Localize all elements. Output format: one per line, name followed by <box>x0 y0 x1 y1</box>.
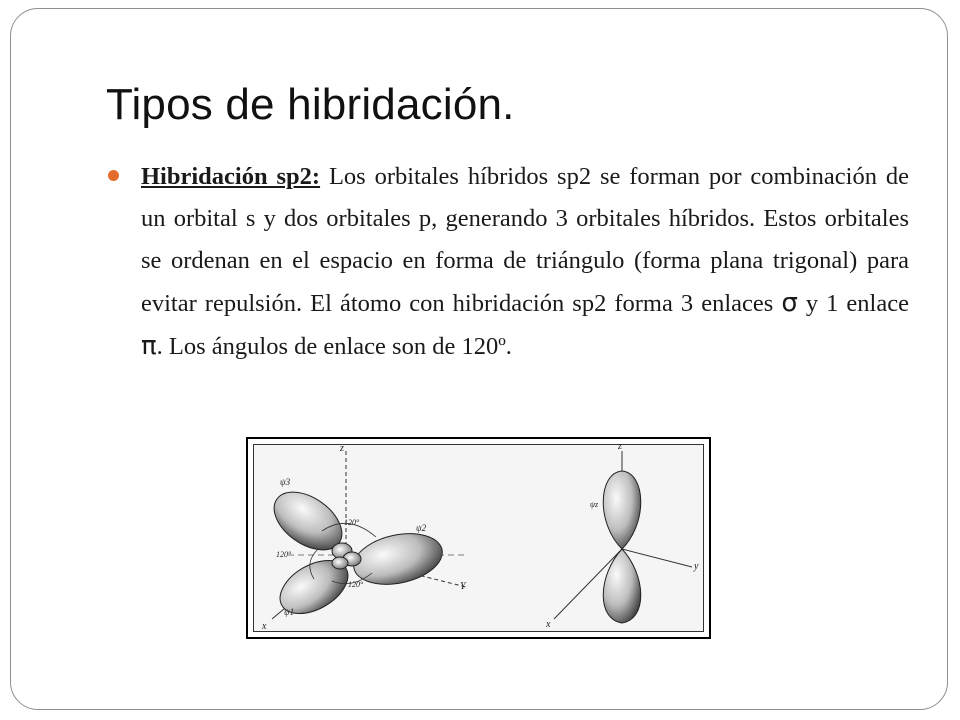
psi-z-label: ψz <box>590 500 599 509</box>
psi2-label: ψ2 <box>416 523 427 533</box>
right-z-label: z <box>618 441 622 452</box>
left-x-label: x <box>262 621 267 632</box>
sp2-diagram <box>261 443 468 632</box>
center-lobe-3 <box>332 557 348 569</box>
bullet-lead: Hibridación sp2: <box>141 163 321 190</box>
angle-top-label: 120° <box>344 518 360 527</box>
left-z-label: z <box>340 443 344 454</box>
angle-left-label: 120° <box>276 550 292 559</box>
bullet-text-3: . Los ángulos de enlace son de 120º. <box>156 333 512 360</box>
hybridization-figure <box>246 437 711 639</box>
bullet-paragraph <box>141 156 909 368</box>
sigma-symbol: σ <box>781 288 798 318</box>
slide-title: Tipos de hibridación. <box>106 80 515 129</box>
p-upper-lobe <box>603 471 641 549</box>
bullet-text-1: Los orbitales híbridos sp2 se forman por combinación de un orbital s y dos orbitales p, generando 3 orbitales híbridos. Estos orbitales se ordenan en el espacio en forma de triángulo (forma plana trigonal) para evitar repulsión. El átomo con hibridación sp2 forma 3 enlaces <box>141 163 909 317</box>
bullet-text-2: y 1 enlace <box>797 290 909 317</box>
angle-bottom-label: 120° <box>348 580 364 589</box>
p-lower-lobe <box>603 549 641 623</box>
right-x-label: x <box>546 619 551 630</box>
right-y-label: y <box>694 561 699 572</box>
pi-symbol: π <box>141 331 157 361</box>
p-orbital-diagram <box>545 441 699 630</box>
psi2-lobe <box>349 526 447 592</box>
orbital-diagrams <box>248 439 709 637</box>
bullet-dot-icon <box>108 170 119 181</box>
psi1-label: ψ1 <box>284 607 295 617</box>
psi3-label: ψ3 <box>280 477 291 487</box>
left-y-label: Y <box>460 581 466 592</box>
